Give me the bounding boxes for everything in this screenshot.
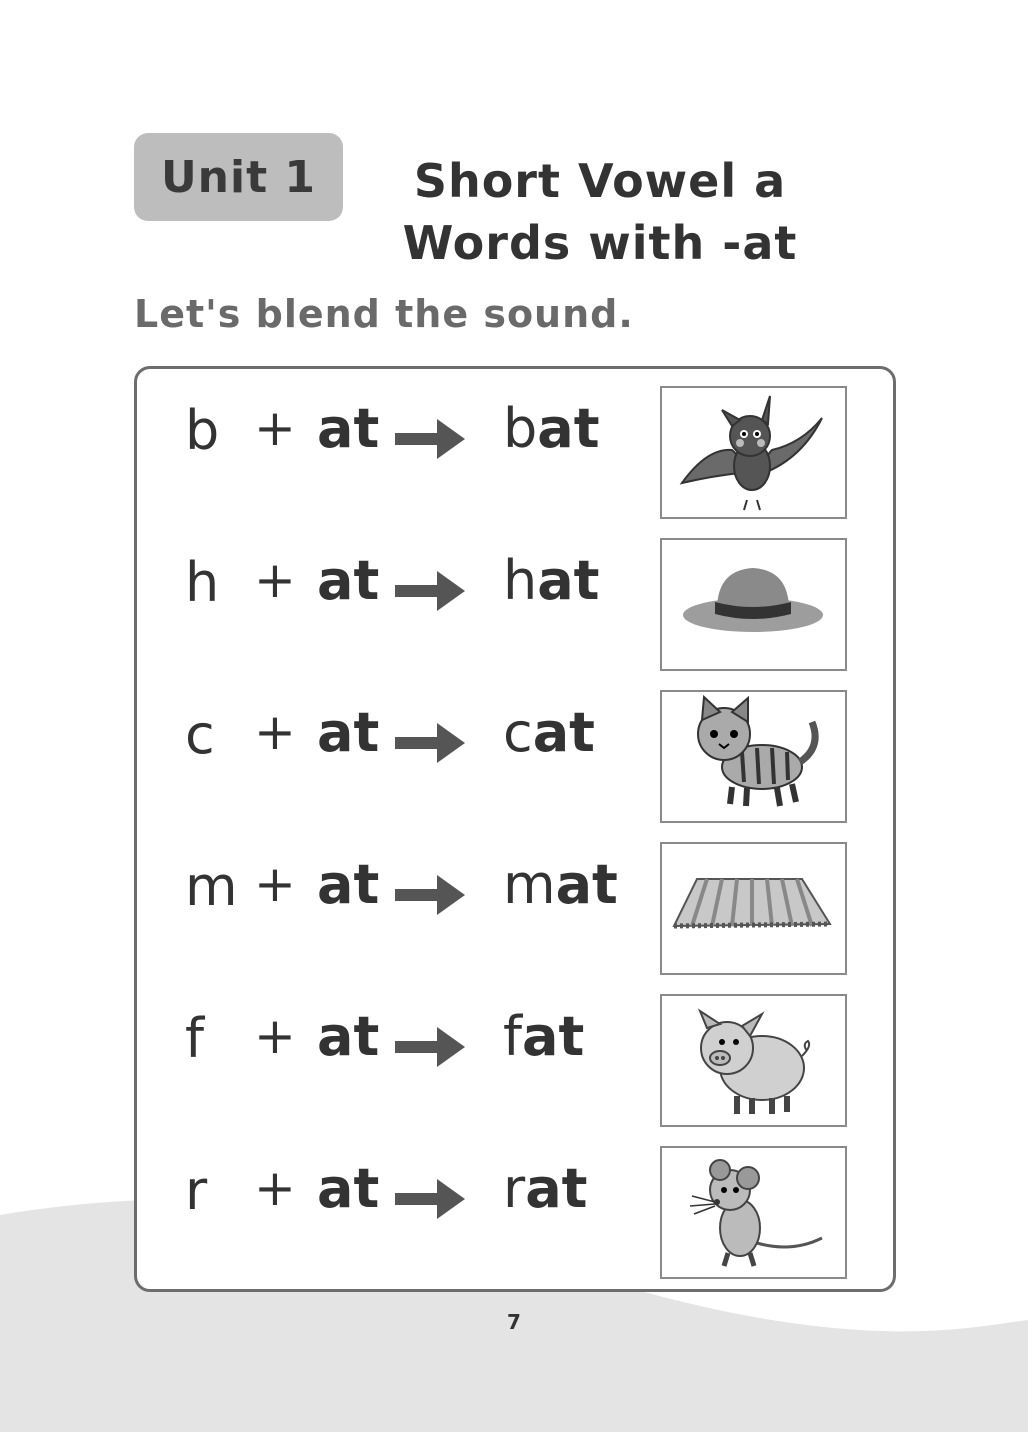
blend-row [137,523,893,654]
blend-row [137,371,893,502]
bat-icon [660,386,847,519]
blended-word: hat [503,549,600,612]
arrow-right-icon [395,723,465,763]
blend-row [137,675,893,806]
plus-sign: + [254,1159,296,1217]
blend-row [137,979,893,1110]
plus-sign: + [254,703,296,761]
arrow-right-icon [395,1179,465,1219]
onset-letter: h [185,551,220,614]
rat-icon [660,1146,847,1279]
plus-sign: + [254,551,296,609]
unit-badge [134,133,343,221]
mat-icon [660,842,847,975]
rime: at [317,1005,380,1068]
plus-sign: + [254,855,296,913]
rime: at [317,1157,380,1220]
onset-letter: f [185,1007,205,1070]
onset-letter: m [185,855,238,918]
page-number: 7 [507,1310,521,1334]
onset-letter: b [185,399,220,462]
rime: at [317,549,380,612]
arrow-right-icon [395,1027,465,1067]
rime: at [317,701,380,764]
blended-word: fat [503,1005,585,1068]
blend-panel [134,366,896,1292]
onset-letter: c [185,703,215,766]
pig-icon [660,994,847,1127]
arrow-right-icon [395,419,465,459]
blend-row [137,827,893,958]
instruction-text: Let's blend the sound. [134,292,634,336]
arrow-right-icon [395,571,465,611]
cat-icon [660,690,847,823]
title-line-1: Short Vowel a [413,154,787,208]
page-title [400,150,800,274]
rime: at [317,853,380,916]
blended-word: cat [503,701,595,764]
unit-label: Unit 1 [160,151,317,203]
blended-word: bat [503,397,600,460]
blended-word: mat [503,853,618,916]
blend-row [137,1131,893,1262]
onset-letter: r [185,1159,208,1222]
title-line-2: Words with -at [402,216,798,270]
arrow-right-icon [395,875,465,915]
plus-sign: + [254,399,296,457]
blended-word: rat [503,1157,588,1220]
rime: at [317,397,380,460]
plus-sign: + [254,1007,296,1065]
hat-icon [660,538,847,671]
